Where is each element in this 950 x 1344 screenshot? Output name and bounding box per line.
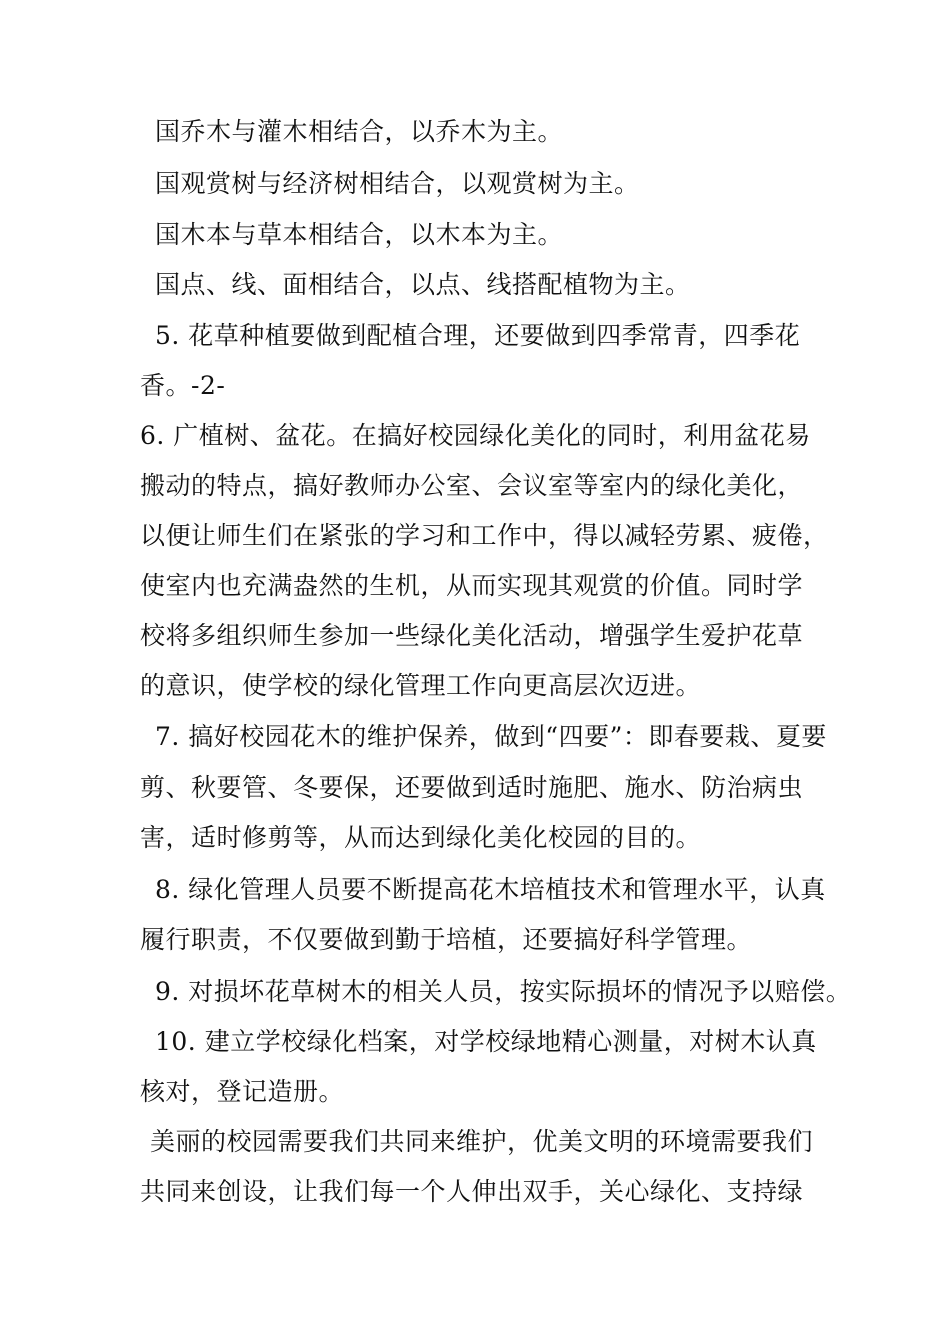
text-line: 共同来创设，让我们每一个人伸出双手，关心绿化、支持绿	[140, 1177, 804, 1206]
text-line: 10. 建立学校绿化档案，对学校绿地精心测量，对树木认真	[155, 1027, 817, 1056]
text-line: 9. 对损坏花草树木的相关人员，按实际损坏的情况予以赔偿。	[155, 977, 852, 1006]
text-line: 8. 绿化管理人员要不断提高花木培植技术和管理水平，认真	[155, 875, 826, 904]
text-line: 国观赏树与经济树相结合，以观赏树为主。	[155, 169, 640, 198]
text-line: 使室内也充满盎然的生机，从而实现其观赏的价值。同时学	[140, 571, 804, 600]
text-line: 美丽的校园需要我们共同来维护，优美文明的环境需要我们	[150, 1127, 814, 1156]
text-line: 核对，登记造册。	[140, 1077, 345, 1106]
text-line: 7. 搞好校园花木的维护保养，做到“四要”：即春要栽、夏要	[155, 722, 827, 751]
text-line: 国点、线、面相结合，以点、线搭配植物为主。	[155, 270, 691, 299]
text-line: 校将多组织师生参加一些绿化美化活动，增强学生爱护花草	[140, 621, 804, 650]
text-line: 香。-2-	[140, 371, 226, 400]
text-line: 害，适时修剪等，从而达到绿化美化校园的目的。	[140, 823, 702, 852]
text-line: 6. 广植树、盆花。在搞好校园绿化美化的同时，利用盆花易	[140, 421, 811, 450]
text-line: 搬动的特点，搞好教师办公室、会议室等室内的绿化美化，	[140, 471, 804, 500]
text-line: 5. 花草种植要做到配植合理，还要做到四季常青，四季花	[155, 321, 801, 350]
text-line: 剪、秋要管、冬要保，还要做到适时施肥、施水、防治病虫	[140, 773, 804, 802]
text-line: 的意识，使学校的绿化管理工作向更高层次迈进。	[140, 671, 702, 700]
text-line: 履行职责，不仅要做到勤于培植，还要搞好科学管理。	[140, 925, 753, 954]
text-line: 国木本与草本相结合，以木本为主。	[155, 220, 564, 249]
text-line: 国乔木与灌木相结合，以乔木为主。	[155, 117, 564, 146]
text-line: 以便让师生们在紧张的学习和工作中，得以减轻劳累、疲倦，	[140, 521, 829, 550]
